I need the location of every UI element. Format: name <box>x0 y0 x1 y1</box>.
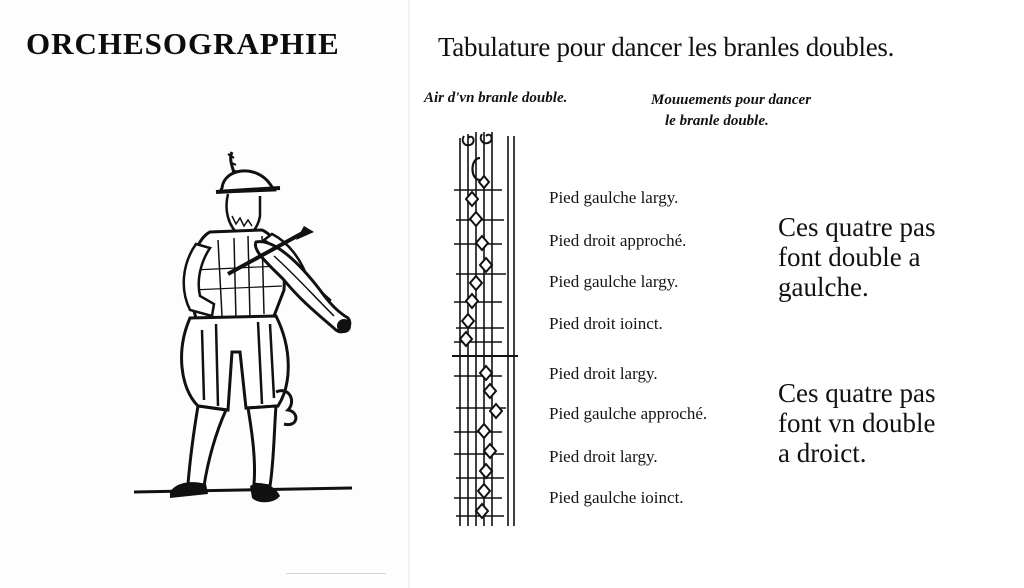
note-line: Ces quatre pas <box>778 212 936 242</box>
movements-header-line: Mouuements pour dancer <box>651 92 812 108</box>
note-line: font double a <box>778 242 921 272</box>
note-line: font vn double <box>778 408 936 438</box>
step-text: Pied gaulche approché. <box>549 404 708 423</box>
air-column-header: Air d'vn branle double. <box>424 90 568 106</box>
step-text: Pied droit largy. <box>549 364 658 383</box>
right-double-note <box>778 378 1018 468</box>
footer-rule <box>286 573 386 574</box>
left-page <box>0 0 408 588</box>
movements-column-header <box>651 90 861 132</box>
note-line: gaulche. <box>778 272 869 302</box>
left-double-note <box>778 212 1018 302</box>
tabulature-title: Tabulature pour dancer les branles doubles. <box>438 32 895 62</box>
book-title: ORCHESOGRAPHIE <box>26 26 340 61</box>
note-line: Ces quatre pas <box>778 378 936 408</box>
step-text: Pied droit ioinct. <box>549 314 663 333</box>
step-text: Pied gaulche largy. <box>549 272 679 291</box>
step-text: Pied droit largy. <box>549 447 658 466</box>
music-staff-tablature <box>446 128 526 528</box>
step-text: Pied gaulche ioinct. <box>549 488 684 507</box>
note-line: a droict. <box>778 438 867 468</box>
step-text: Pied droit approché. <box>549 231 687 250</box>
movements-header-line: le branle double. <box>665 113 769 129</box>
violinist-woodcut-illustration <box>124 140 364 530</box>
step-text: Pied gaulche largy. <box>549 188 679 207</box>
